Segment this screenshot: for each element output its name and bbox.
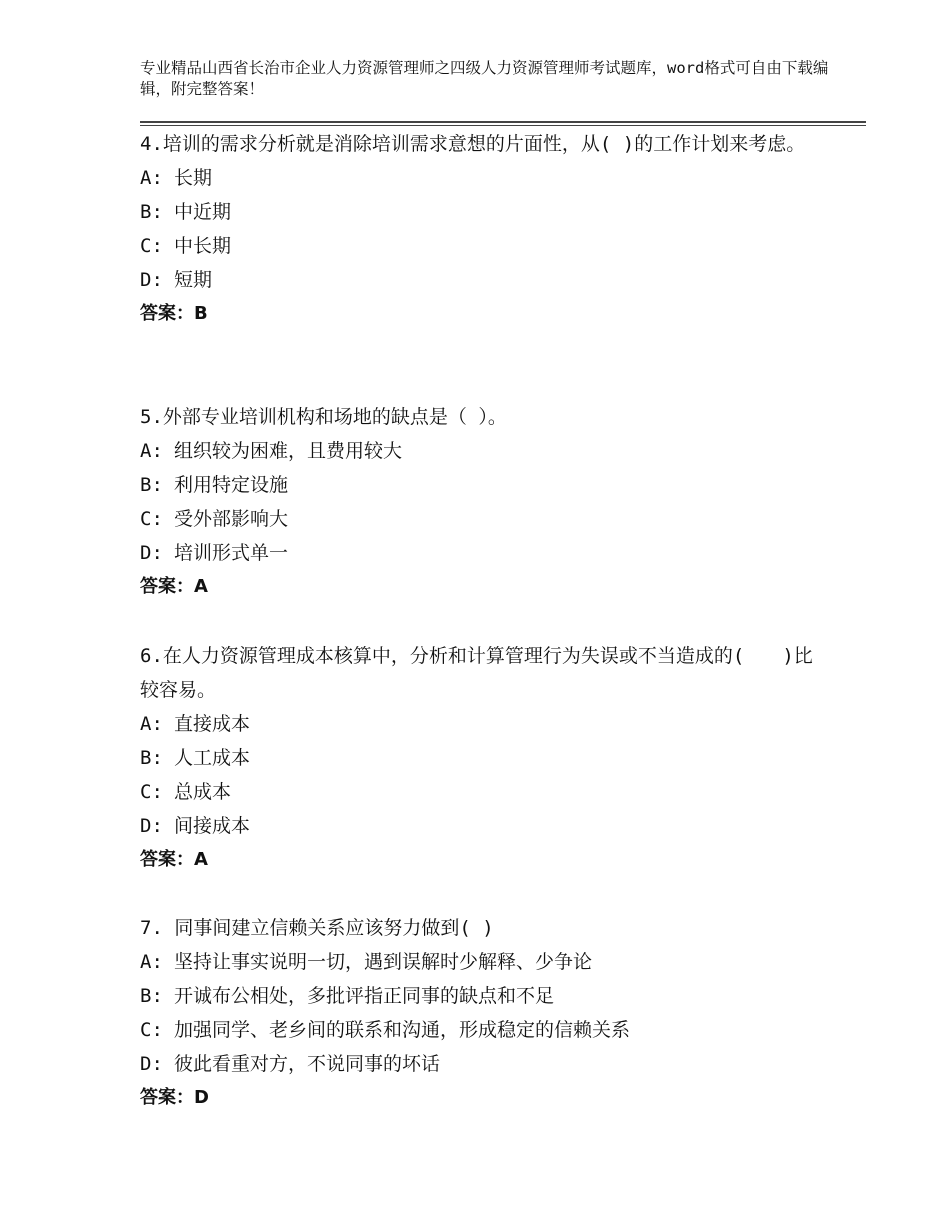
option-text: 组织较为困难，且费用较大 bbox=[174, 440, 403, 462]
option-letter: B: bbox=[140, 985, 163, 1007]
option-text: 彼此看重对方，不说同事的坏话 bbox=[174, 1053, 441, 1075]
option-a bbox=[140, 945, 820, 979]
option-d bbox=[140, 536, 820, 570]
question-6 bbox=[140, 639, 820, 877]
option-text: 培训形式单一 bbox=[174, 542, 289, 564]
option-text: 短期 bbox=[174, 269, 213, 291]
option-b bbox=[140, 195, 820, 229]
option-text: 受外部影响大 bbox=[174, 508, 289, 530]
option-letter: C: bbox=[140, 781, 163, 803]
option-letter: C: bbox=[140, 1019, 163, 1041]
option-text: 总成本 bbox=[174, 781, 232, 803]
option-c bbox=[140, 502, 820, 536]
option-text: 开诚布公相处，多批评指正同事的缺点和不足 bbox=[174, 985, 555, 1007]
header-divider bbox=[140, 121, 866, 126]
option-letter: C: bbox=[140, 508, 163, 530]
option-text: 坚持让事实说明一切，遇到误解时少解释、少争论 bbox=[174, 951, 593, 973]
option-text: 加强同学、老乡间的联系和沟通，形成稳定的信赖关系 bbox=[174, 1019, 631, 1041]
option-b bbox=[140, 979, 820, 1013]
option-letter: A: bbox=[140, 167, 163, 189]
option-letter: C: bbox=[140, 235, 163, 257]
option-a bbox=[140, 161, 820, 195]
question-stem: 7. 同事间建立信赖关系应该努力做到( ) bbox=[140, 917, 494, 939]
answer: 答案：A bbox=[140, 849, 208, 870]
option-c bbox=[140, 1013, 820, 1047]
option-letter: B: bbox=[140, 747, 163, 769]
option-a bbox=[140, 434, 820, 468]
option-text: 间接成本 bbox=[174, 815, 251, 837]
document-header: 专业精品山西省长治市企业人力资源管理师之四级人力资源管理师考试题库，word格式可自由下载编辑，附完整答案！ bbox=[140, 59, 829, 98]
option-d bbox=[140, 809, 820, 843]
option-letter: D: bbox=[140, 1053, 163, 1075]
option-letter: A: bbox=[140, 713, 163, 735]
option-letter: D: bbox=[140, 542, 163, 564]
option-b bbox=[140, 468, 820, 502]
option-text: 直接成本 bbox=[174, 713, 251, 735]
question-7 bbox=[140, 911, 820, 1115]
option-c bbox=[140, 229, 820, 263]
answer: 答案：D bbox=[140, 1087, 209, 1108]
answer: 答案：B bbox=[140, 303, 208, 324]
option-letter: B: bbox=[140, 474, 163, 496]
question-stem: 6.在人力资源管理成本核算中，分析和计算管理行为失误或不当造成的( )比较容易。 bbox=[140, 645, 813, 701]
answer: 答案：A bbox=[140, 576, 208, 597]
option-c bbox=[140, 775, 820, 809]
option-text: 利用特定设施 bbox=[174, 474, 289, 496]
option-letter: B: bbox=[140, 201, 163, 223]
question-stem: 4.培训的需求分析就是消除培训需求意想的片面性，从( )的工作计划来考虑。 bbox=[140, 133, 806, 155]
option-d bbox=[140, 263, 820, 297]
option-a bbox=[140, 707, 820, 741]
option-letter: A: bbox=[140, 440, 163, 462]
option-text: 长期 bbox=[174, 167, 213, 189]
option-letter: A: bbox=[140, 951, 163, 973]
option-letter: D: bbox=[140, 815, 163, 837]
option-text: 人工成本 bbox=[174, 747, 251, 769]
question-4 bbox=[140, 127, 820, 331]
question-stem: 5.外部专业培训机构和场地的缺点是（ ）。 bbox=[140, 406, 507, 428]
option-text: 中近期 bbox=[174, 201, 232, 223]
question-5 bbox=[140, 400, 820, 604]
option-b bbox=[140, 741, 820, 775]
option-d bbox=[140, 1047, 820, 1081]
option-letter: D: bbox=[140, 269, 163, 291]
option-text: 中长期 bbox=[174, 235, 232, 257]
